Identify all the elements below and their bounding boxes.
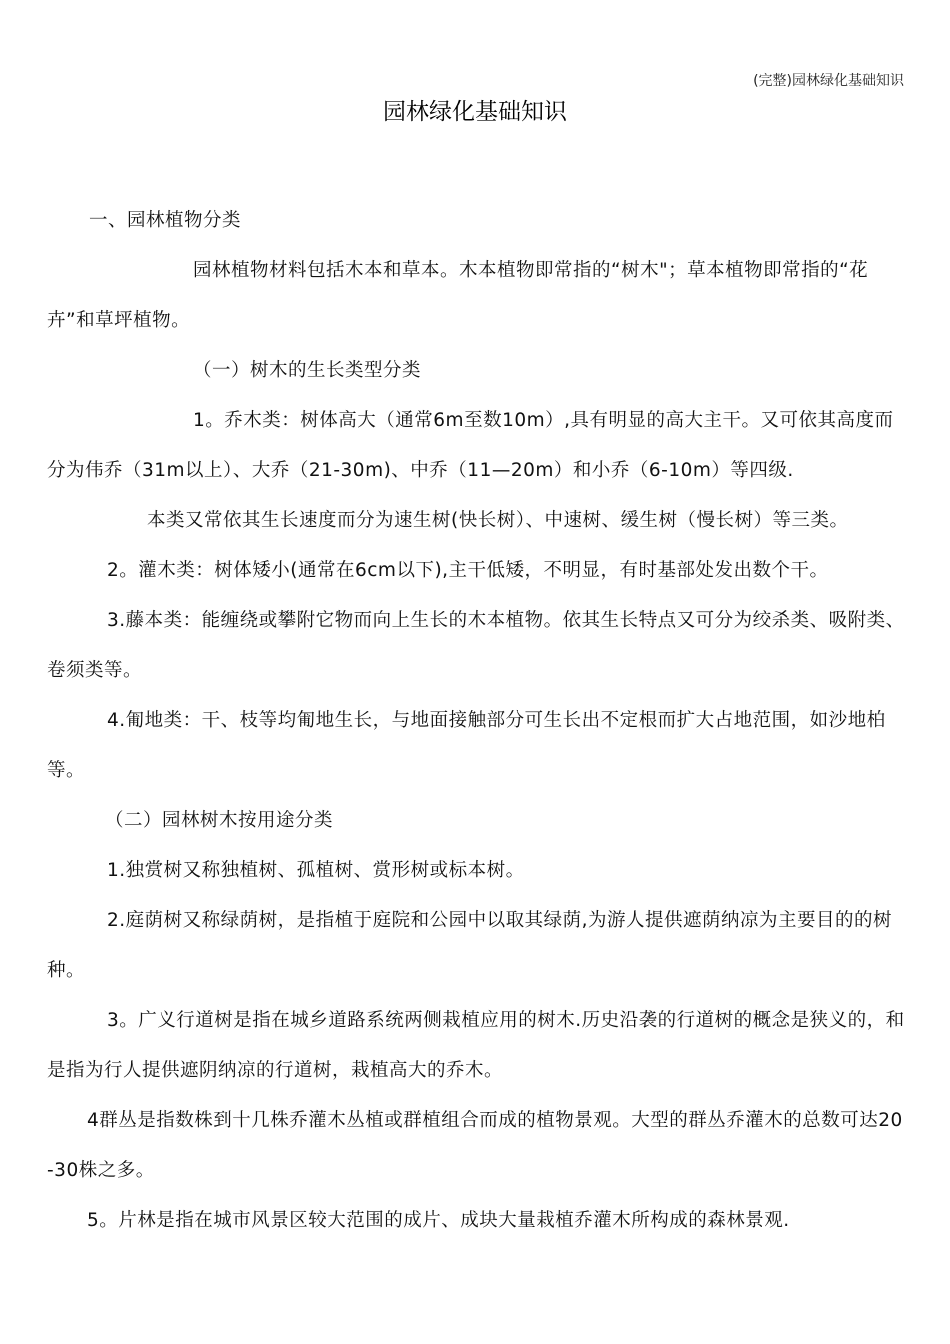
paragraph: 3。广义行道树是指在城乡道路系统两侧栽植应用的树木.历史沿袭的行道树的概念是狭义的，和是指为行人提供遮阴纳凉的行道树，栽植高大的乔木。 [47,1010,905,1081]
paragraph: 2。灌木类：树体矮小(通常在6cm以下),主干低矮，不明显，有时基部处发出数个干。 [107,560,829,581]
paragraph: 2.庭荫树又称绿荫树，是指植于庭院和公园中以取其绿荫,为游人提供遮荫纳凉为主要目的的树种。 [47,910,893,981]
document-body [47,196,907,1246]
section-heading: 一、园林植物分类 [89,210,242,231]
paragraph: 本类又常依其生长速度而分为速生树(快长树）、中速树、缓生树（慢长树）等三类。 [147,510,849,531]
subsection-heading: （二）园林树木按用途分类 [105,810,334,831]
document-title: 园林绿化基础知识 [383,99,567,125]
paragraph: 5。片林是指在城市风景区较大范围的成片、成块大量栽植乔灌木所构成的森林景观. [87,1210,790,1231]
paragraph: 1.独赏树又称独植树、孤植树、赏形树或标本树。 [107,860,525,881]
running-header: (完整)园林绿化基础知识 [753,73,904,89]
paragraph: 4群丛是指数株到十几株乔灌木丛植或群植组合而成的植物景观。大型的群丛乔灌木的总数可达20-30株之多。 [47,1110,903,1181]
paragraph: 1。乔木类：树体高大（通常6m至数10m）,具有明显的高大主干。又可依其高度而分为伟乔（31m以上）、大乔（21-30m)、中乔（11—20m）和小乔（6-10m）等四级. [47,410,894,481]
subsection-heading: （一）树木的生长类型分类 [193,360,422,381]
paragraph: 园林植物材料包括木本和草本。木本植物即常指的“树木"；草本植物即常指的“花卉”和草坪植物。 [47,260,869,331]
paragraph: 4.匍地类：干、枝等均匍地生长，与地面接触部分可生长出不定根而扩大占地范围，如沙地柏等。 [47,710,886,781]
paragraph: 3.藤本类：能缠绕或攀附它物而向上生长的木本植物。依其生长特点又可分为绞杀类、吸附类、卷须类等。 [47,610,905,681]
